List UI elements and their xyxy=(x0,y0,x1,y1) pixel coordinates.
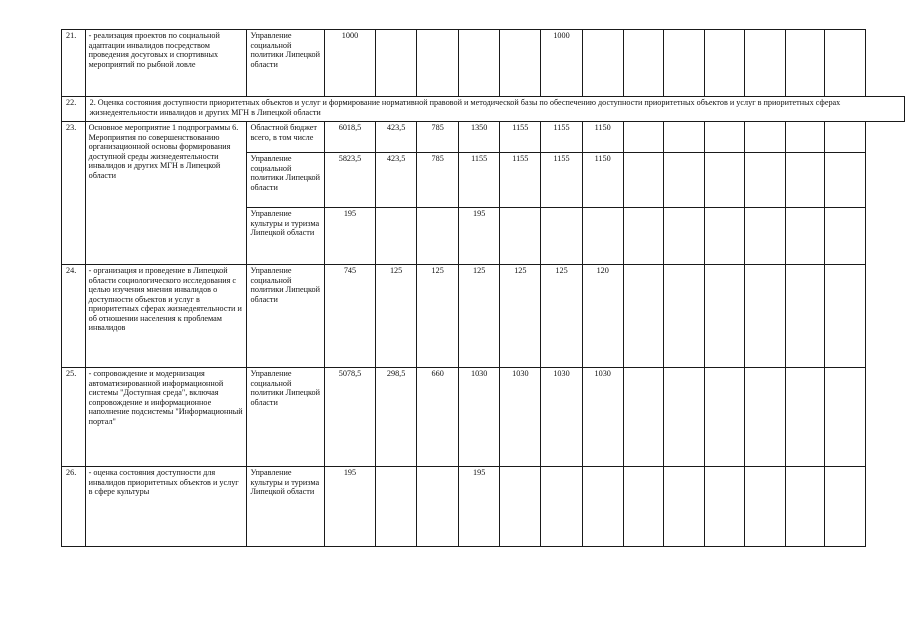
activity-name: - оценка состояния доступности для инвалидов приоритетных объектов и услуг в сфере культуры xyxy=(85,467,247,547)
value-cell xyxy=(664,153,705,208)
value-cell xyxy=(664,467,705,547)
value-cell xyxy=(623,153,664,208)
value-cell xyxy=(745,122,786,153)
table-row xyxy=(62,368,905,467)
table-row xyxy=(62,30,905,97)
value-cell: 1030 xyxy=(582,368,623,467)
value-cell: 1150 xyxy=(582,122,623,153)
value-cell: 195 xyxy=(325,467,375,547)
activity-name: - сопровождение и модернизация автоматизированной информационной системы "Доступная среда", включая сопровождение и информационное наполнение подсистемы "Информационный портал" xyxy=(85,368,247,467)
value-cell xyxy=(582,30,623,97)
value-cell: 298,5 xyxy=(375,368,417,467)
value-cell xyxy=(745,208,786,265)
value-cell xyxy=(623,30,664,97)
value-cell: 785 xyxy=(417,122,458,153)
value-cell xyxy=(664,208,705,265)
value-cell xyxy=(785,208,825,265)
value-cell xyxy=(704,208,745,265)
value-cell: 745 xyxy=(325,265,375,368)
executor: Управление социальной политики Липецкой области xyxy=(247,30,325,97)
value-cell xyxy=(458,30,500,97)
value-cell: 660 xyxy=(417,368,458,467)
value-cell xyxy=(664,368,705,467)
value-cell: 1030 xyxy=(458,368,500,467)
value-cell: 1155 xyxy=(541,153,583,208)
value-cell xyxy=(745,30,786,97)
value-cell: 120 xyxy=(582,265,623,368)
activity-name: Основное мероприятие 1 подпрограммы 6. Мероприятия по совершенствованию организационной основы формирования доступной среды жизнедеятельности инвалидов и других МГН в Липецкой области xyxy=(85,122,247,265)
executor: Управление социальной политики Липецкой области xyxy=(247,153,325,208)
row-number: 22. xyxy=(62,97,86,122)
value-cell: 125 xyxy=(417,265,458,368)
value-cell: 1155 xyxy=(500,122,541,153)
value-cell xyxy=(582,208,623,265)
value-cell xyxy=(417,208,458,265)
value-cell xyxy=(623,265,664,368)
activity-name: - организация и проведение в Липецкой области социологического исследования с целью изучения мнения инвалидов о доступности объектов и услуг в приоритетных сферах жизнедеятельности и об отношении населения к проблемам инвалидов xyxy=(85,265,247,368)
value-cell xyxy=(785,30,825,97)
value-cell xyxy=(825,368,866,467)
executor: Управление социальной политики Липецкой области xyxy=(247,368,325,467)
value-cell: 1030 xyxy=(541,368,583,467)
value-cell xyxy=(417,30,458,97)
value-cell xyxy=(704,122,745,153)
value-cell xyxy=(375,208,417,265)
value-cell xyxy=(623,122,664,153)
value-cell: 195 xyxy=(458,208,500,265)
value-cell xyxy=(623,208,664,265)
value-cell: 1155 xyxy=(541,122,583,153)
value-cell: 195 xyxy=(458,467,500,547)
value-cell xyxy=(825,122,866,153)
table-row xyxy=(62,467,905,547)
value-cell xyxy=(704,265,745,368)
value-cell xyxy=(785,368,825,467)
value-cell: 785 xyxy=(417,153,458,208)
value-cell: 423,5 xyxy=(375,153,417,208)
row-number: 26. xyxy=(62,467,86,547)
value-cell xyxy=(704,30,745,97)
value-cell xyxy=(825,265,866,368)
value-cell xyxy=(375,30,417,97)
program-table xyxy=(61,29,905,547)
row-number: 23. xyxy=(62,122,86,265)
value-cell: 1030 xyxy=(500,368,541,467)
value-cell xyxy=(825,467,866,547)
value-cell: 195 xyxy=(325,208,375,265)
value-cell: 423,5 xyxy=(375,122,417,153)
value-cell xyxy=(623,368,664,467)
value-cell: 1000 xyxy=(541,30,583,97)
value-cell xyxy=(785,153,825,208)
executor: Управление социальной политики Липецкой области xyxy=(247,265,325,368)
value-cell xyxy=(500,30,541,97)
value-cell xyxy=(664,265,705,368)
value-cell xyxy=(785,265,825,368)
value-cell xyxy=(582,467,623,547)
executor: Управление культуры и туризма Липецкой области xyxy=(247,467,325,547)
activity-name: - реализация проектов по социальной адаптации инвалидов посредством проведения досуговых и спортивных мероприятий по рыбной ловле xyxy=(85,30,247,97)
value-cell xyxy=(825,153,866,208)
value-cell xyxy=(541,467,583,547)
row-number: 21. xyxy=(62,30,86,97)
value-cell xyxy=(745,467,786,547)
value-cell xyxy=(704,368,745,467)
table-row xyxy=(62,265,905,368)
executor: Областной бюджет всего, в том числе xyxy=(247,122,325,153)
value-cell: 125 xyxy=(375,265,417,368)
row-number: 24. xyxy=(62,265,86,368)
value-cell xyxy=(500,467,541,547)
value-cell xyxy=(745,265,786,368)
value-cell xyxy=(623,467,664,547)
value-cell: 125 xyxy=(541,265,583,368)
value-cell: 5078,5 xyxy=(325,368,375,467)
value-cell: 6018,5 xyxy=(325,122,375,153)
value-cell: 1150 xyxy=(582,153,623,208)
value-cell: 1000 xyxy=(325,30,375,97)
value-cell xyxy=(785,467,825,547)
value-cell xyxy=(704,153,745,208)
value-cell: 1155 xyxy=(458,153,500,208)
value-cell xyxy=(417,467,458,547)
value-cell xyxy=(500,208,541,265)
section-row xyxy=(62,97,905,122)
value-cell: 5823,5 xyxy=(325,153,375,208)
value-cell xyxy=(745,153,786,208)
value-cell: 125 xyxy=(458,265,500,368)
value-cell xyxy=(825,30,866,97)
row-number: 25. xyxy=(62,368,86,467)
table-row xyxy=(62,122,905,153)
value-cell xyxy=(785,122,825,153)
section-title: 2. Оценка состояния доступности приоритетных объектов и услуг и формирование нормативной правовой и методической базы по обеспечению доступности приоритетных объектов и услуг в приоритетных сферах жизнедеятельности инвалидов и других МГН в Липецкой области xyxy=(85,97,904,122)
value-cell xyxy=(541,208,583,265)
value-cell: 125 xyxy=(500,265,541,368)
value-cell: 1155 xyxy=(500,153,541,208)
value-cell xyxy=(664,30,705,97)
value-cell xyxy=(704,467,745,547)
value-cell: 1350 xyxy=(458,122,500,153)
value-cell xyxy=(825,208,866,265)
value-cell xyxy=(664,122,705,153)
value-cell xyxy=(375,467,417,547)
executor: Управление культуры и туризма Липецкой области xyxy=(247,208,325,265)
value-cell xyxy=(745,368,786,467)
